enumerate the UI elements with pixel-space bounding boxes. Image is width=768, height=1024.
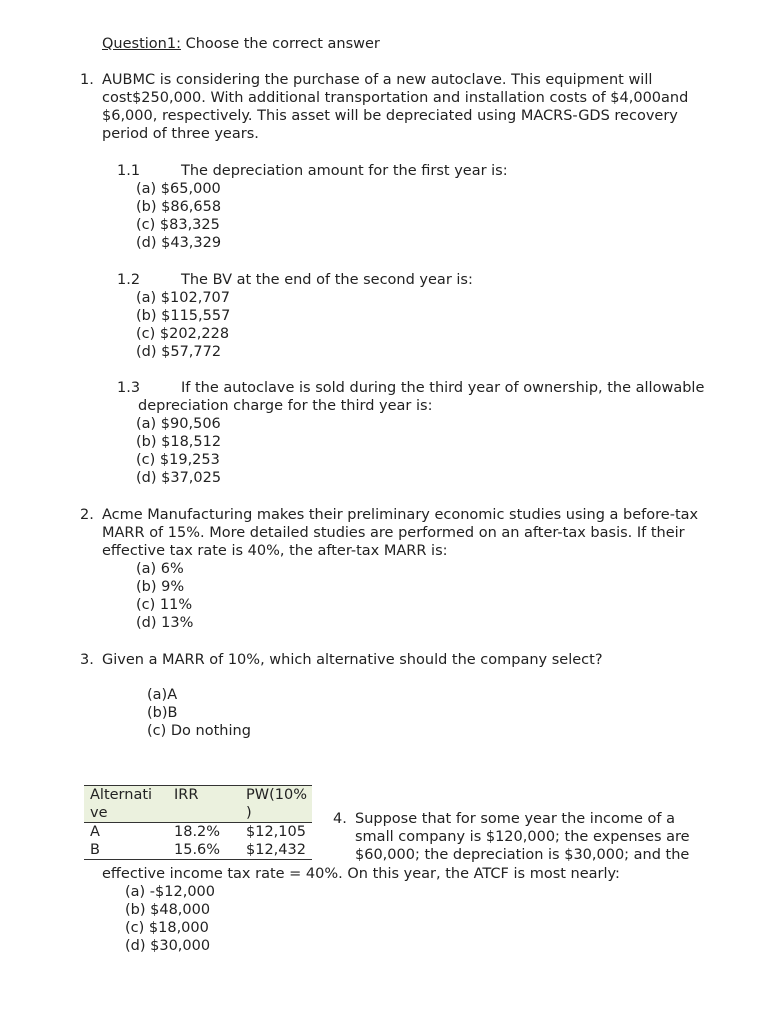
q1-3-text: If the autoclave is sold during the third year of ownership, the allowable xyxy=(181,380,705,396)
q4-number: 4. xyxy=(333,811,347,827)
option-item[interactable]: (b) $48,000 xyxy=(125,902,211,918)
q1-3-number: 1.3 xyxy=(117,380,141,396)
option-item[interactable]: (d) $43,329 xyxy=(136,235,222,251)
table-row xyxy=(84,823,312,842)
table-cell: 18.2% xyxy=(174,824,221,840)
option-item[interactable]: (a)A xyxy=(147,687,178,703)
alternatives-table xyxy=(84,785,312,860)
option-item[interactable]: (b)B xyxy=(147,705,178,721)
q3-text: Given a MARR of 10%, which alternative should the company select? xyxy=(102,652,603,668)
heading-label: Question1: xyxy=(102,36,181,52)
q1-1-number: 1.1 xyxy=(117,163,141,179)
option-item[interactable]: (a) -$12,000 xyxy=(125,884,216,900)
option-item[interactable]: (c) Do nothing xyxy=(147,723,251,739)
page-heading xyxy=(102,35,380,53)
q1-3-prompt xyxy=(117,379,704,397)
table-cell: 15.6% xyxy=(174,842,221,858)
q1-line: cost$250,000. With additional transportation and installation costs of $4,000and xyxy=(102,90,689,106)
table-cell: $12,105 xyxy=(246,824,306,840)
option-item[interactable]: (a) $90,506 xyxy=(136,416,221,432)
q4-options xyxy=(125,883,215,955)
q1-line: $6,000, respectively. This asset will be depreciated using MACRS-GDS recovery xyxy=(102,108,678,124)
q1-1-prompt xyxy=(117,162,508,180)
q1-2-prompt xyxy=(117,271,473,289)
option-item[interactable]: (d) $30,000 xyxy=(125,938,211,954)
option-item[interactable]: (d) 13% xyxy=(136,615,194,631)
q4-text xyxy=(355,810,690,864)
q1-3-options xyxy=(136,415,221,487)
q4-text-continued: effective income tax rate = 40%. On this year, the ATCF is most nearly: xyxy=(102,866,620,882)
q2-line: MARR of 15%. More detailed studies are performed on an after-tax basis. If their xyxy=(102,525,685,541)
table-row xyxy=(84,841,312,860)
option-item[interactable]: (b) 9% xyxy=(136,579,185,595)
q3-options xyxy=(147,686,251,740)
option-item[interactable]: (c) $18,000 xyxy=(125,920,209,936)
q1-number: 1. xyxy=(80,72,94,88)
heading-text: Choose the correct answer xyxy=(180,36,380,52)
table-cell: A xyxy=(90,824,100,840)
q1-line: AUBMC is considering the purchase of a new autoclave. This equipment will xyxy=(102,72,653,88)
q1-2-text: The BV at the end of the second year is: xyxy=(181,272,473,288)
option-item[interactable]: (d) $37,025 xyxy=(136,470,222,486)
q1-1-text: The depreciation amount for the first year is: xyxy=(181,163,508,179)
table-header-cell: PW(10% ) xyxy=(240,786,312,823)
q1-text xyxy=(102,71,688,143)
option-item[interactable]: (a) 6% xyxy=(136,561,184,577)
table-cell: B xyxy=(90,842,100,858)
q1-line: period of three years. xyxy=(102,126,259,142)
q4-line: small company is $120,000; the expenses are xyxy=(355,829,690,845)
option-item[interactable]: (b) $86,658 xyxy=(136,199,222,215)
q1-2-options xyxy=(136,289,230,361)
option-item[interactable]: (c) $202,228 xyxy=(136,326,230,342)
q2-line: effective tax rate is 40%, the after-tax MARR is: xyxy=(102,543,448,559)
table-header-row xyxy=(84,786,312,823)
q2-options xyxy=(136,560,193,632)
q2-number: 2. xyxy=(80,507,94,523)
q2-text xyxy=(102,506,698,560)
option-item[interactable]: (a) $102,707 xyxy=(136,290,230,306)
table-header-cell: Alternati ve xyxy=(84,786,168,823)
q1-3-text-continued: depreciation charge for the third year is: xyxy=(138,398,433,414)
option-item[interactable]: (d) $57,772 xyxy=(136,344,222,360)
q2-line: Acme Manufacturing makes their preliminary economic studies using a before-tax xyxy=(102,507,699,523)
option-item[interactable]: (c) $83,325 xyxy=(136,217,220,233)
table-cell: $12,432 xyxy=(246,842,306,858)
table-header-cell: IRR xyxy=(168,786,240,823)
option-item[interactable]: (c) $19,253 xyxy=(136,452,220,468)
q4-line: Suppose that for some year the income of a xyxy=(355,811,675,827)
q1-1-options xyxy=(136,180,221,252)
q3-number: 3. xyxy=(80,652,94,668)
option-item[interactable]: (c) 11% xyxy=(136,597,193,613)
q1-2-number: 1.2 xyxy=(117,272,141,288)
option-item[interactable]: (b) $115,557 xyxy=(136,308,231,324)
option-item[interactable]: (b) $18,512 xyxy=(136,434,222,450)
q4-line: $60,000; the depreciation is $30,000; and the xyxy=(355,847,690,863)
option-item[interactable]: (a) $65,000 xyxy=(136,181,221,197)
